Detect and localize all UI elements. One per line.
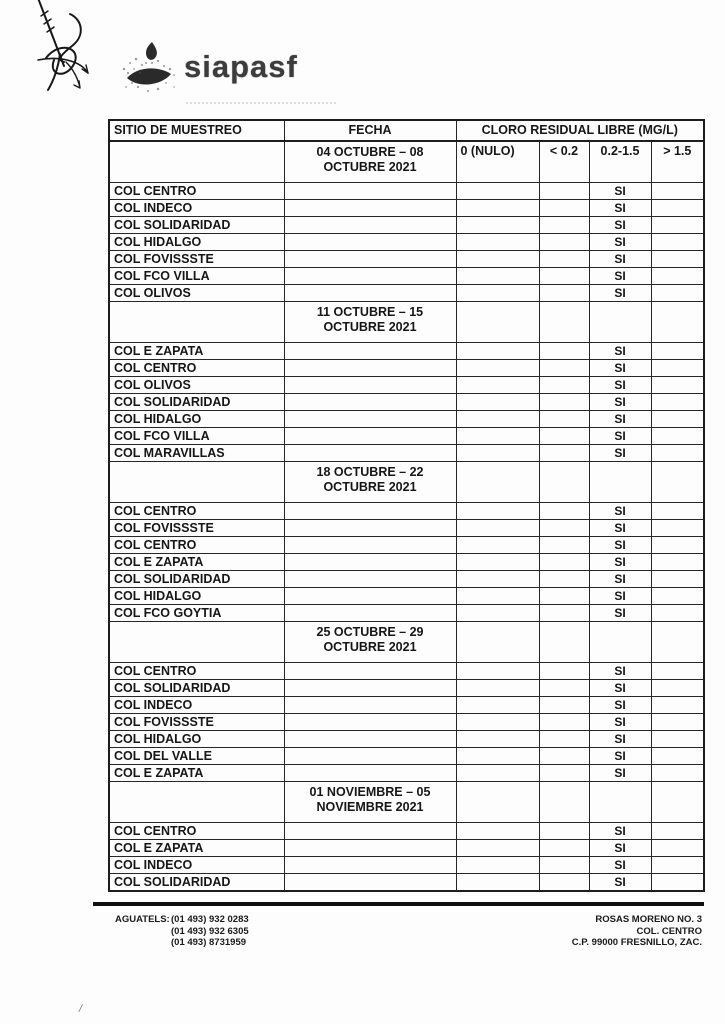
site-row bbox=[109, 377, 704, 394]
empty-cell bbox=[651, 251, 704, 268]
empty-cell bbox=[651, 588, 704, 605]
empty-cell bbox=[539, 302, 589, 343]
site-row bbox=[109, 217, 704, 234]
site-name-cell: COL CENTRO bbox=[109, 823, 284, 840]
result-cell: SI bbox=[589, 823, 651, 840]
empty-cell bbox=[539, 268, 589, 285]
site-row bbox=[109, 428, 704, 445]
empty-cell bbox=[651, 503, 704, 520]
site-row bbox=[109, 554, 704, 571]
empty-cell bbox=[651, 285, 704, 302]
site-row bbox=[109, 343, 704, 360]
result-cell: SI bbox=[589, 840, 651, 857]
site-name-cell: COL FCO VILLA bbox=[109, 428, 284, 445]
result-cell: SI bbox=[589, 377, 651, 394]
empty-cell bbox=[539, 765, 589, 782]
empty-cell bbox=[539, 217, 589, 234]
result-cell: SI bbox=[589, 571, 651, 588]
empty-cell bbox=[456, 200, 539, 217]
site-row bbox=[109, 714, 704, 731]
date-band-site-cell bbox=[109, 302, 284, 343]
fecha-empty-cell bbox=[284, 394, 456, 411]
empty-cell bbox=[651, 823, 704, 840]
empty-cell bbox=[651, 234, 704, 251]
date-band-site-cell bbox=[109, 141, 284, 183]
siapasf-logo bbox=[118, 36, 338, 102]
empty-cell bbox=[539, 823, 589, 840]
fecha-empty-cell bbox=[284, 360, 456, 377]
empty-cell bbox=[539, 200, 589, 217]
empty-cell bbox=[651, 302, 704, 343]
empty-cell bbox=[539, 377, 589, 394]
empty-cell bbox=[539, 680, 589, 697]
site-name-cell: COL FCO VILLA bbox=[109, 268, 284, 285]
empty-cell bbox=[651, 697, 704, 714]
empty-cell bbox=[456, 765, 539, 782]
date-band-row bbox=[109, 141, 704, 183]
result-cell: SI bbox=[589, 200, 651, 217]
empty-cell bbox=[539, 588, 589, 605]
empty-cell bbox=[456, 360, 539, 377]
empty-cell bbox=[651, 731, 704, 748]
empty-cell bbox=[539, 663, 589, 680]
date-band-site-cell bbox=[109, 782, 284, 823]
empty-cell bbox=[651, 268, 704, 285]
site-name-cell: COL SOLIDARIDAD bbox=[109, 217, 284, 234]
empty-cell bbox=[651, 394, 704, 411]
empty-cell bbox=[651, 217, 704, 234]
site-row bbox=[109, 588, 704, 605]
date-band-row bbox=[109, 302, 704, 343]
date-band-row bbox=[109, 782, 704, 823]
fecha-empty-cell bbox=[284, 823, 456, 840]
site-name-cell: COL OLIVOS bbox=[109, 377, 284, 394]
empty-cell bbox=[651, 183, 704, 200]
subheader-0-nulo-: 0 (NULO) bbox=[456, 141, 539, 183]
empty-cell bbox=[456, 714, 539, 731]
site-name-cell: COL CENTRO bbox=[109, 360, 284, 377]
empty-cell bbox=[651, 360, 704, 377]
result-cell: SI bbox=[589, 765, 651, 782]
date-band-site-cell bbox=[109, 462, 284, 503]
site-name-cell: COL FOVISSSTE bbox=[109, 714, 284, 731]
empty-cell bbox=[456, 605, 539, 622]
fecha-empty-cell bbox=[284, 411, 456, 428]
empty-cell bbox=[539, 554, 589, 571]
site-name-cell: COL HIDALGO bbox=[109, 588, 284, 605]
site-name-cell: COL CENTRO bbox=[109, 537, 284, 554]
result-cell: SI bbox=[589, 537, 651, 554]
empty-cell bbox=[456, 377, 539, 394]
empty-cell bbox=[539, 571, 589, 588]
chlorine-sampling-table bbox=[108, 119, 705, 892]
empty-cell bbox=[539, 462, 589, 503]
fecha-empty-cell bbox=[284, 343, 456, 360]
site-row bbox=[109, 663, 704, 680]
header-sitio-de-muestreo: SITIO DE MUESTREO bbox=[109, 120, 284, 141]
site-row bbox=[109, 445, 704, 462]
site-name-cell: COL SOLIDARIDAD bbox=[109, 571, 284, 588]
site-name-cell: COL HIDALGO bbox=[109, 234, 284, 251]
date-range-cell: 01 NOVIEMBRE – 05 NOVIEMBRE 2021 bbox=[284, 782, 456, 823]
subheader--1-5: > 1.5 bbox=[651, 141, 704, 183]
header-fecha: FECHA bbox=[284, 120, 456, 141]
phones-label: AGUATELS: bbox=[115, 914, 170, 925]
empty-cell bbox=[651, 874, 704, 892]
site-row bbox=[109, 200, 704, 217]
result-cell: SI bbox=[589, 520, 651, 537]
site-name-cell: COL SOLIDARIDAD bbox=[109, 680, 284, 697]
result-cell: SI bbox=[589, 285, 651, 302]
site-row bbox=[109, 605, 704, 622]
empty-cell bbox=[456, 428, 539, 445]
empty-cell bbox=[456, 503, 539, 520]
site-row bbox=[109, 234, 704, 251]
empty-cell bbox=[456, 731, 539, 748]
subheader-0-2-1-5: 0.2-1.5 bbox=[589, 141, 651, 183]
empty-cell bbox=[456, 680, 539, 697]
site-row bbox=[109, 748, 704, 765]
empty-cell bbox=[539, 360, 589, 377]
fecha-empty-cell bbox=[284, 554, 456, 571]
phones-label bbox=[115, 937, 171, 949]
result-cell: SI bbox=[589, 503, 651, 520]
table-body bbox=[109, 141, 704, 891]
result-cell: SI bbox=[589, 554, 651, 571]
empty-cell bbox=[456, 285, 539, 302]
fecha-empty-cell bbox=[284, 731, 456, 748]
empty-cell bbox=[651, 445, 704, 462]
result-cell: SI bbox=[589, 663, 651, 680]
fecha-empty-cell bbox=[284, 520, 456, 537]
site-name-cell: COL FCO GOYTIA bbox=[109, 605, 284, 622]
address-line: ROSAS MORENO NO. 3 bbox=[595, 914, 702, 925]
site-row bbox=[109, 697, 704, 714]
fecha-empty-cell bbox=[284, 217, 456, 234]
result-cell: SI bbox=[589, 394, 651, 411]
result-cell: SI bbox=[589, 680, 651, 697]
date-range-cell: 04 OCTUBRE – 08 OCTUBRE 2021 bbox=[284, 141, 456, 183]
result-cell: SI bbox=[589, 748, 651, 765]
empty-cell bbox=[456, 217, 539, 234]
site-name-cell: COL SOLIDARIDAD bbox=[109, 874, 284, 892]
empty-cell bbox=[539, 503, 589, 520]
fecha-empty-cell bbox=[284, 663, 456, 680]
fecha-empty-cell bbox=[284, 765, 456, 782]
signature-scribble bbox=[8, 0, 118, 114]
empty-cell bbox=[651, 857, 704, 874]
result-cell: SI bbox=[589, 857, 651, 874]
site-name-cell: COL INDECO bbox=[109, 697, 284, 714]
site-row bbox=[109, 731, 704, 748]
empty-cell bbox=[539, 857, 589, 874]
empty-cell bbox=[539, 537, 589, 554]
result-cell: SI bbox=[589, 588, 651, 605]
fecha-empty-cell bbox=[284, 680, 456, 697]
fecha-empty-cell bbox=[284, 428, 456, 445]
empty-cell bbox=[539, 622, 589, 663]
date-band-site-cell bbox=[109, 622, 284, 663]
site-row bbox=[109, 251, 704, 268]
site-name-cell: COL OLIVOS bbox=[109, 285, 284, 302]
site-name-cell: COL SOLIDARIDAD bbox=[109, 394, 284, 411]
empty-cell bbox=[456, 554, 539, 571]
site-row bbox=[109, 680, 704, 697]
result-cell: SI bbox=[589, 234, 651, 251]
table-header-row bbox=[109, 120, 704, 141]
empty-cell bbox=[651, 411, 704, 428]
empty-cell bbox=[539, 285, 589, 302]
empty-cell bbox=[539, 714, 589, 731]
site-row bbox=[109, 520, 704, 537]
fecha-empty-cell bbox=[284, 285, 456, 302]
empty-cell bbox=[456, 302, 539, 343]
site-row bbox=[109, 840, 704, 857]
empty-cell bbox=[456, 840, 539, 857]
site-row bbox=[109, 823, 704, 840]
empty-cell bbox=[589, 782, 651, 823]
empty-cell bbox=[539, 183, 589, 200]
fecha-empty-cell bbox=[284, 588, 456, 605]
empty-cell bbox=[539, 782, 589, 823]
site-name-cell: COL E ZAPATA bbox=[109, 343, 284, 360]
site-name-cell: COL E ZAPATA bbox=[109, 554, 284, 571]
result-cell: SI bbox=[589, 714, 651, 731]
result-cell: SI bbox=[589, 874, 651, 892]
site-row bbox=[109, 503, 704, 520]
fecha-empty-cell bbox=[284, 377, 456, 394]
empty-cell bbox=[539, 428, 589, 445]
phones-label bbox=[115, 926, 171, 938]
result-cell: SI bbox=[589, 428, 651, 445]
empty-cell bbox=[456, 343, 539, 360]
empty-cell bbox=[651, 428, 704, 445]
empty-cell bbox=[539, 840, 589, 857]
site-row bbox=[109, 411, 704, 428]
site-row bbox=[109, 285, 704, 302]
empty-cell bbox=[651, 571, 704, 588]
empty-cell bbox=[539, 234, 589, 251]
empty-cell bbox=[456, 622, 539, 663]
fecha-empty-cell bbox=[284, 840, 456, 857]
empty-cell bbox=[456, 663, 539, 680]
empty-cell bbox=[651, 663, 704, 680]
date-band-row bbox=[109, 462, 704, 503]
result-cell: SI bbox=[589, 251, 651, 268]
fecha-empty-cell bbox=[284, 697, 456, 714]
empty-cell bbox=[456, 874, 539, 892]
result-cell: SI bbox=[589, 268, 651, 285]
result-cell: SI bbox=[589, 343, 651, 360]
empty-cell bbox=[651, 680, 704, 697]
fecha-empty-cell bbox=[284, 857, 456, 874]
empty-cell bbox=[589, 462, 651, 503]
empty-cell bbox=[456, 588, 539, 605]
empty-cell bbox=[539, 748, 589, 765]
date-band-row bbox=[109, 622, 704, 663]
result-cell: SI bbox=[589, 605, 651, 622]
empty-cell bbox=[651, 537, 704, 554]
site-name-cell: COL FOVISSSTE bbox=[109, 520, 284, 537]
empty-cell bbox=[456, 445, 539, 462]
fecha-empty-cell bbox=[284, 445, 456, 462]
empty-cell bbox=[456, 251, 539, 268]
empty-cell bbox=[456, 571, 539, 588]
result-cell: SI bbox=[589, 183, 651, 200]
empty-cell bbox=[456, 520, 539, 537]
fecha-empty-cell bbox=[284, 183, 456, 200]
empty-cell bbox=[589, 622, 651, 663]
logo-spatter bbox=[186, 88, 336, 104]
site-row bbox=[109, 571, 704, 588]
phone-row bbox=[115, 926, 249, 938]
empty-cell bbox=[539, 445, 589, 462]
empty-cell bbox=[456, 537, 539, 554]
fecha-empty-cell bbox=[284, 268, 456, 285]
fecha-empty-cell bbox=[284, 571, 456, 588]
date-range-cell: 11 OCTUBRE – 15 OCTUBRE 2021 bbox=[284, 302, 456, 343]
result-cell: SI bbox=[589, 217, 651, 234]
empty-cell bbox=[539, 343, 589, 360]
empty-cell bbox=[456, 782, 539, 823]
site-name-cell: COL HIDALGO bbox=[109, 411, 284, 428]
empty-cell bbox=[456, 823, 539, 840]
address-line: COL. CENTRO bbox=[636, 925, 702, 937]
empty-cell bbox=[651, 748, 704, 765]
site-row bbox=[109, 765, 704, 782]
empty-cell bbox=[651, 840, 704, 857]
site-row bbox=[109, 268, 704, 285]
fecha-empty-cell bbox=[284, 537, 456, 554]
result-cell: SI bbox=[589, 411, 651, 428]
result-cell: SI bbox=[589, 697, 651, 714]
footer-divider-rule bbox=[93, 902, 704, 906]
empty-cell bbox=[651, 554, 704, 571]
empty-cell bbox=[539, 605, 589, 622]
empty-cell bbox=[651, 343, 704, 360]
empty-cell bbox=[456, 268, 539, 285]
phone-row bbox=[115, 914, 249, 926]
site-row bbox=[109, 857, 704, 874]
empty-cell bbox=[539, 411, 589, 428]
empty-cell bbox=[539, 520, 589, 537]
fecha-empty-cell bbox=[284, 714, 456, 731]
phone-number: (01 493) 8731959 bbox=[171, 937, 247, 948]
empty-cell bbox=[589, 302, 651, 343]
address-line: C.P. 99000 FRESNILLO, ZAC. bbox=[571, 937, 702, 948]
site-name-cell: COL E ZAPATA bbox=[109, 765, 284, 782]
empty-cell bbox=[456, 183, 539, 200]
empty-cell bbox=[539, 874, 589, 892]
result-cell: SI bbox=[589, 360, 651, 377]
empty-cell bbox=[539, 251, 589, 268]
site-name-cell: COL INDECO bbox=[109, 200, 284, 217]
phone-number: (01 493) 932 0283 bbox=[171, 914, 249, 925]
empty-cell bbox=[539, 697, 589, 714]
empty-cell bbox=[651, 714, 704, 731]
site-name-cell: COL MARAVILLAS bbox=[109, 445, 284, 462]
site-name-cell: COL INDECO bbox=[109, 857, 284, 874]
empty-cell bbox=[456, 857, 539, 874]
phone-row bbox=[115, 937, 249, 949]
empty-cell bbox=[651, 765, 704, 782]
result-cell: SI bbox=[589, 731, 651, 748]
empty-cell bbox=[651, 520, 704, 537]
empty-cell bbox=[651, 462, 704, 503]
site-name-cell: COL FOVISSSTE bbox=[109, 251, 284, 268]
empty-cell bbox=[651, 622, 704, 663]
site-name-cell: COL E ZAPATA bbox=[109, 840, 284, 857]
fecha-empty-cell bbox=[284, 503, 456, 520]
site-row bbox=[109, 537, 704, 554]
phone-number: (01 493) 932 6305 bbox=[171, 925, 249, 937]
site-row bbox=[109, 874, 704, 892]
fecha-empty-cell bbox=[284, 874, 456, 892]
fecha-empty-cell bbox=[284, 234, 456, 251]
empty-cell bbox=[651, 782, 704, 823]
empty-cell bbox=[651, 377, 704, 394]
empty-cell bbox=[456, 697, 539, 714]
header-cloro-residual: CLORO RESIDUAL LIBRE (MG/L) bbox=[456, 120, 704, 141]
empty-cell bbox=[539, 394, 589, 411]
fecha-empty-cell bbox=[284, 200, 456, 217]
siapasf-logo-text: siapasf bbox=[184, 49, 298, 84]
site-row bbox=[109, 394, 704, 411]
empty-cell bbox=[456, 394, 539, 411]
empty-cell bbox=[651, 200, 704, 217]
empty-cell bbox=[539, 731, 589, 748]
stray-pen-mark: / bbox=[77, 1002, 84, 1016]
date-range-cell: 25 OCTUBRE – 29 OCTUBRE 2021 bbox=[284, 622, 456, 663]
siapasf-logo-icon bbox=[118, 39, 182, 99]
site-name-cell: COL DEL VALLE bbox=[109, 748, 284, 765]
site-name-cell: COL CENTRO bbox=[109, 503, 284, 520]
subheader--0-2: < 0.2 bbox=[539, 141, 589, 183]
result-cell: SI bbox=[589, 445, 651, 462]
empty-cell bbox=[456, 748, 539, 765]
footer-address-block bbox=[572, 914, 702, 949]
site-name-cell: COL CENTRO bbox=[109, 663, 284, 680]
empty-cell bbox=[651, 605, 704, 622]
site-row bbox=[109, 360, 704, 377]
fecha-empty-cell bbox=[284, 605, 456, 622]
site-row bbox=[109, 183, 704, 200]
footer-phone-block bbox=[115, 914, 249, 949]
empty-cell bbox=[456, 234, 539, 251]
empty-cell bbox=[456, 411, 539, 428]
date-range-cell: 18 OCTUBRE – 22 OCTUBRE 2021 bbox=[284, 462, 456, 503]
site-name-cell: COL CENTRO bbox=[109, 183, 284, 200]
fecha-empty-cell bbox=[284, 748, 456, 765]
fecha-empty-cell bbox=[284, 251, 456, 268]
empty-cell bbox=[456, 462, 539, 503]
site-name-cell: COL HIDALGO bbox=[109, 731, 284, 748]
